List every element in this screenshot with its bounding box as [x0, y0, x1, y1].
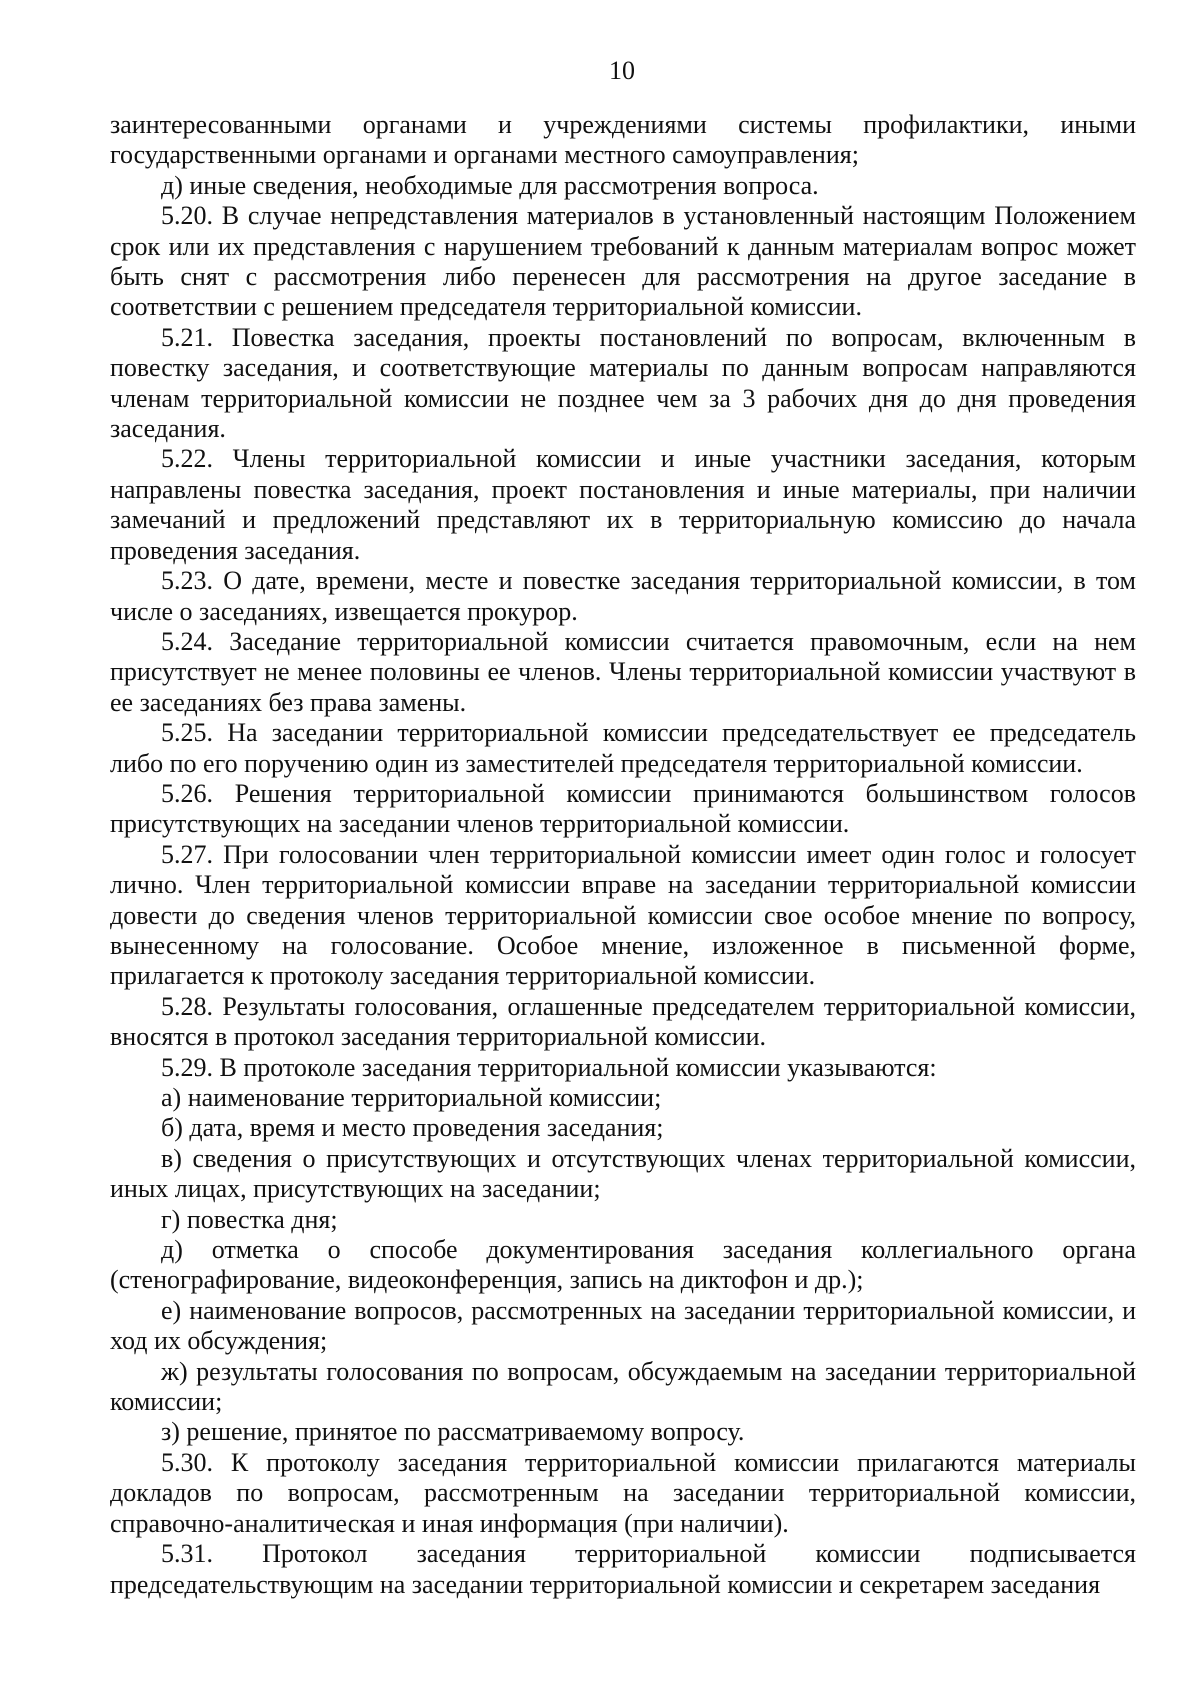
paragraph-5-22: 5.22. Члены территориальной комиссии и иные участники заседания, которым направлены повестка заседания, проект постановления и иные материалы, при наличии замечаний и предложений представляют их в территориальную комиссию до начала проведения заседания. — [110, 444, 1136, 565]
paragraph-5-20: 5.20. В случае непредставления материалов в установленный настоящим Положением срок или их представления с нарушением требований к данным материалам вопрос может быть снят с рассмотрения либо перенесен для рассмотрения на другое заседание в соответствии с решением председателя территориальной комиссии. — [110, 201, 1136, 322]
paragraph-5-25: 5.25. На заседании территориальной комиссии председательствует ее председатель либо по его поручению один из заместителей председателя территориальной комиссии. — [110, 718, 1136, 778]
list-item-zh: ж) результаты голосования по вопросам, обсуждаемым на заседании территориальной комиссии; — [110, 1356, 1136, 1417]
list-item-b: б) дата, время и место проведения заседания; — [161, 1113, 664, 1143]
document-body — [110, 110, 1136, 1600]
paragraph-5-23: 5.23. О дате, времени, месте и повестке заседания территориальной комиссии, в том числе о заседаниях, извещается прокурор. — [110, 566, 1136, 626]
paragraph-5-27: 5.27. При голосовании член территориальной комиссии имеет один голос и голосует лично. Член территориальной комиссии вправе на заседании территориальной комиссии довести до сведения членов территориальной комиссии свое особое мнение по вопросу, вынесенному на голосование. Особое мнение, изложенное в письменной форме, прилагается к протоколу заседания территориальной комиссии. — [110, 839, 1136, 991]
paragraph-5-30: 5.30. К протоколу заседания территориальной комиссии прилагаются материалы докладов по вопросам, рассмотренным на заседании территориальной комиссии, справочно-аналитическая и иная информация (при наличии). — [110, 1447, 1136, 1538]
paragraph-5-26: 5.26. Решения территориальной комиссии принимаются большинством голосов присутствующих на заседании членов территориальной комиссии. — [110, 778, 1136, 839]
paragraph-5-21: 5.21. Повестка заседания, проекты постановлений по вопросам, включенным в повестку заседания, и соответствующие материалы по данным вопросам направляются членам территориальной комиссии не позднее чем за 3 рабочих дня до дня проведения заседания. — [110, 322, 1136, 444]
list-item-a: а) наименование территориальной комиссии; — [161, 1083, 662, 1112]
list-item-g: г) повестка дня; — [161, 1204, 338, 1234]
paragraph-5-24: 5.24. Заседание территориальной комиссии считается правомочным, если на нем присутствует не менее половины ее членов. Члены территориальной комиссии участвуют в ее заседаниях без права замены. — [110, 626, 1136, 717]
paragraph-item-d: д) иные сведения, необходимые для рассмотрения вопроса. — [161, 170, 819, 200]
paragraph-continuation: заинтересованными органами и учреждениями системы профилактики, иными государственными органами и органами местного самоуправления; — [110, 110, 1136, 170]
paragraph-5-29: 5.29. В протоколе заседания территориальной комиссии указываются: — [161, 1052, 937, 1082]
paragraph-5-28: 5.28. Результаты голосования, оглашенные председателем территориальной комиссии, вносятся в протокол заседания территориальной комиссии. — [110, 991, 1136, 1052]
list-item-e: е) наименование вопросов, рассмотренных на заседании территориальной комиссии, и ход их обсуждения; — [110, 1295, 1136, 1356]
list-item-z: з) решение, принятое по рассматриваемому вопросу. — [161, 1417, 745, 1447]
list-item-d: д) отметка о способе документирования заседания коллегиального органа (стенографирование, видеоконференция, запись на диктофон и др.); — [110, 1235, 1136, 1295]
list-item-v: в) сведения о присутствующих и отсутствующих членах территориальной комиссии, иных лицах, присутствующих на заседании; — [110, 1143, 1136, 1204]
page-number: 10 — [609, 56, 635, 85]
paragraph-5-31: 5.31. Протокол заседания территориальной комиссии подписывается председательствующим на заседании территориальной комиссии и секретарем заседания — [110, 1539, 1136, 1599]
